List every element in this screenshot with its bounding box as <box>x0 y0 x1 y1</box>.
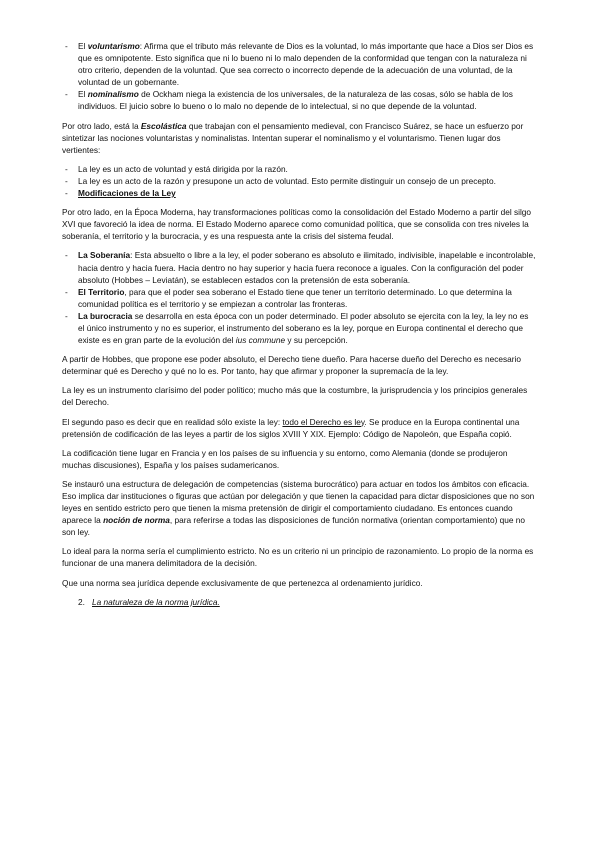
list-item-modificaciones-heading <box>62 187 537 199</box>
paragraph-epoca-moderna: Por otro lado, en la Época Moderna, hay transformaciones políticas como la consolidación del Estado Moderno a partir del silgo XVI que favoreció la idea de norma. El Estado Moderno aparece como comunidad política, que se consolida con tres niveles la soberanía, el territorio y la burocracia, y es una respuesta ante la crisis del sistema feudal. <box>62 207 532 242</box>
list-item-territorio: - El Territorio, para que el poder sea soberano el Estado tiene que tener un territorio determinado. Lo que determina la comunidad política es el territorio y se empiezan a controlar las fronteras. <box>62 286 537 310</box>
paragraph-codificacion-paises: La codificación tiene lugar en Francia y en los países de su influencia y su entorno, como Alemania (donde se produjeron muchas discusiones), España y los países sudamericanos. <box>62 447 508 470</box>
term-voluntarismo: voluntarismo <box>87 41 140 51</box>
paragraph-codificacion-ley: El segundo paso es decir que en realidad sólo existe la ley: todo el Derecho es ley. Se produce en la Europa continental una pretensión de codificación de las leyes a partir de los siglos XVIII Y XIX. Ejemplo: Código de Napoleón, que España copió. <box>62 416 520 439</box>
term-nocion-norma: noción de norma <box>103 515 170 526</box>
paragraph-hobbes: A partir de Hobbes, que propone ese poder absoluto, el Derecho tiene dueño. Para hacerse dueño del Derecho es necesario determinar qué es Derecho y qué no lo es. Por tanto, hay que afirmar y proponer la supremacía de la ley. <box>62 354 521 377</box>
section-number: 2. <box>78 596 85 607</box>
paragraph-delegacion: Se instauró una estructura de delegación de competencias (sistema burocrático) para actuar en todos los ámbitos con eficacia. Eso implica dar instituciones o figuras que actúan por delegación y que tienen la capacidad para dictar disposiciones que no son leyes en sentido estricto pero que tienen la misma pretensión de dirigir el comportamiento ciudadano. Es entonces cuando aparece la noción de norma, para referirse a todas las disposiciones de función normativa (orientan comportamiento) que no son ley. <box>62 478 535 538</box>
list-item-vertiente-2: - La ley es un acto de la razón y presupone un acto de voluntad. Esto permite distinguir un consejo de un precepto. <box>62 175 537 187</box>
niveles-list <box>62 249 537 346</box>
term-burocracia: La burocracia <box>78 310 133 321</box>
list-item-vertiente-1: - La ley es un acto de voluntad y está dirigida por la razón. <box>62 163 537 175</box>
term-soberania: La Soberanía <box>78 250 131 261</box>
underlined-todo-derecho-ley: todo el Derecho es ley <box>282 416 365 427</box>
paragraph-norma-juridica: Que una norma sea jurídica depende exclusivamente de que pertenezca al ordenamiento jurídico. <box>62 577 423 588</box>
paragraph-escolastica: Por otro lado, está la Escolástica que trabajan con el pensamiento medieval, con Francisco Suárez, se hace un esfuerzo por sintetizar las nociones voluntaristas y nominalistas. Intentan superar el nominalismo y el voluntarismo. Tienen lugar dos vertientes: <box>62 120 524 155</box>
section-heading-2 <box>62 596 537 608</box>
list-item-burocracia: - La burocracia se desarrolla en esta época con un poder determinado. El poder absoluto se ejercita con la ley, la ley no es el único instrumento y no es superior, el instrumento del soberano es la ley, porque en Europa continental el derecho que existe es en gran parte de la evolución del ius commune y su percepción. <box>62 310 537 346</box>
paragraph-instrumento-poder: La ley es un instrumento clarísimo del poder político; mucho más que la costumbre, la jurisprudencia y los principios generales del Derecho. <box>62 385 528 408</box>
heading-modificaciones-ley: Modificaciones de la Ley <box>78 188 176 199</box>
paragraph-ideal-norma: Lo ideal para la norma sería el cumplimiento estricto. No es un criterio ni un principio de razonamiento. Lo propio de la norma es funcionar de una manera delimitadora de la decisión. <box>62 546 534 569</box>
term-ius-commune: ius commune <box>235 335 286 346</box>
list-item-voluntarismo: - El voluntarismo: Afirma que el tributo más relevante de Dios es la voluntad, lo más importante que hace a Dios ser Dios es que es omnipotente. Esto significa que ni lo bueno ni lo malo dependen de la conformidad que tengan con la naturaleza ni otro criterio, dependen de la voluntad. Que sea correcto o incorrecto depende de la adecuación de una voluntad, de la voluntad de un gobernante. <box>62 40 537 88</box>
term-escolastica: Escolástica <box>140 120 187 131</box>
list-item-nominalismo: - El nominalismo de Ockham niega la existencia de los universales, de la naturaleza de las cosas, sólo se habla de los individuos. El juicio sobre lo bueno o lo malo no depende de lo intelectual, si no que depende de la voluntad. <box>62 88 537 112</box>
section-title: La naturaleza de la norma jurídica. <box>92 596 220 607</box>
term-territorio: El Territorio <box>78 286 125 297</box>
vertientes-list <box>62 163 537 199</box>
list-item-soberania: - La Soberanía: Esta absuelto o libre a la ley, el poder soberano es absoluto e ilimitado, indivisible, inapelable e incontrolable, hacia dentro y hacia fuera. Hacia dentro no hay superior y hacia fuera reconoce a iguales. Con la configuración del poder absoluto (Hobbes – Leviatán), se establecen estados con la pretensión de esta soberanía. <box>62 249 537 285</box>
voluntarismo-nominalismo-list <box>62 40 537 113</box>
term-nominalismo: nominalismo <box>87 89 139 100</box>
